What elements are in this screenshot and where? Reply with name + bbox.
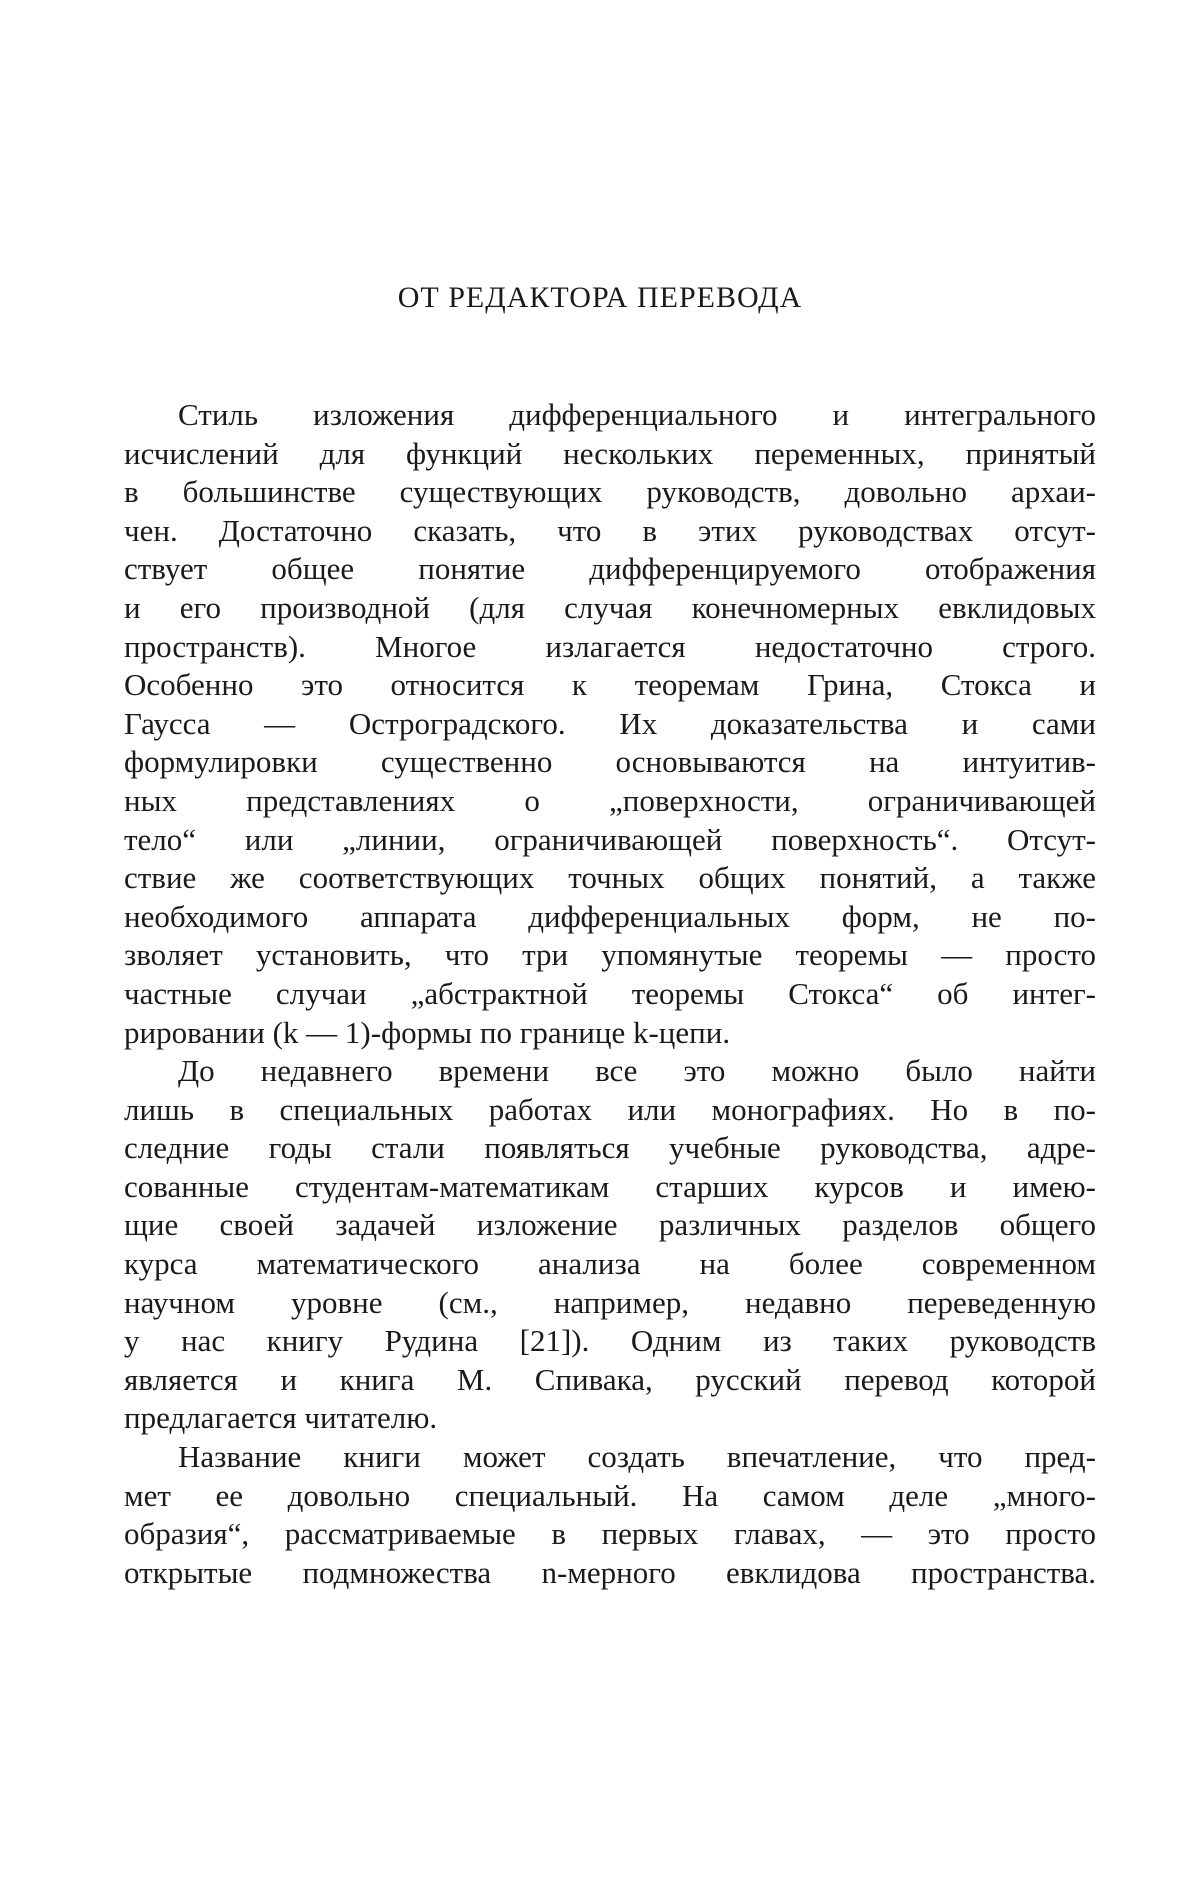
text-line: Название книги может создать впечатление, что пред- bbox=[178, 1439, 1096, 1475]
text-line: ствует общее понятие дифференцируемого отображения bbox=[124, 551, 1096, 587]
text-line: ных представлениях о „поверхности, ограничивающей bbox=[124, 782, 1096, 818]
text-line: лишь в специальных работах или монографиях. Но в по- bbox=[124, 1091, 1096, 1127]
text-line: образия“, рассматриваемые в первых главах, — это просто bbox=[124, 1516, 1096, 1552]
paragraph-2 bbox=[124, 1052, 1096, 1438]
text-line: До недавнего времени все это можно было найти bbox=[178, 1053, 1096, 1089]
text-line: формулировки существенно основываются на интуитив- bbox=[124, 744, 1096, 780]
text-line: мет ее довольно специальный. На самом деле „много- bbox=[124, 1477, 1096, 1513]
text-line: курса математического анализа на более современном bbox=[124, 1246, 1096, 1282]
text-line: является и книга М. Спивака, русский перевод которой bbox=[124, 1361, 1096, 1397]
text-line: Особенно это относится к теоремам Грина, Стокса и bbox=[124, 667, 1096, 703]
text-line: тело“ или „линии, ограничивающей поверхность“. Отсут- bbox=[124, 821, 1096, 857]
text-line: зволяет установить, что три упомянутые теоремы — просто bbox=[124, 937, 1096, 973]
text-line: чен. Достаточно сказать, что в этих руководствах отсут- bbox=[124, 512, 1096, 548]
text-line: пространств). Многое излагается недостаточно строго. bbox=[124, 628, 1096, 664]
text-line: ствие же соответствующих точных общих понятий, а также bbox=[124, 860, 1096, 896]
text-line: исчислений для функций нескольких переменных, принятый bbox=[124, 435, 1096, 471]
text-line: Стиль изложения дифференциального и интегрального bbox=[178, 397, 1096, 432]
text-line: у нас книгу Рудина [21]). Одним из таких руководств bbox=[124, 1323, 1096, 1359]
text-line: следние годы стали появляться учебные руководства, адре- bbox=[124, 1130, 1096, 1166]
text-line: и его производной (для случая конечномерных евклидовых bbox=[124, 589, 1096, 625]
paragraph-1 bbox=[124, 396, 1096, 1052]
text-line: в большинстве существующих руководств, довольно архаи- bbox=[124, 474, 1096, 510]
text-line: частные случаи „абстрактной теоремы Стокса“ об интег- bbox=[124, 975, 1096, 1011]
text-line: необходимого аппарата дифференциальных форм, не по- bbox=[124, 898, 1096, 934]
text-line: предлагается читателю. bbox=[124, 1400, 438, 1436]
text-line: открытые подмножества n-мерного евклидова пространства. bbox=[124, 1554, 1096, 1590]
text-line: щие своей задачей изложение различных разделов общего bbox=[124, 1207, 1096, 1243]
text-line: рировании (k — 1)-формы по границе k-цепи. bbox=[124, 1014, 731, 1050]
text-line: Гаусса — Остроградского. Их доказательства и сами bbox=[124, 705, 1096, 741]
body-text bbox=[124, 396, 1096, 1592]
text-line: сованные студентам-математикам старших курсов и имею- bbox=[124, 1168, 1096, 1204]
page-title: ОТ РЕДАКТОРА ПЕРЕВОДА bbox=[397, 281, 803, 314]
text-line: научном уровне (см., например, недавно переведенную bbox=[124, 1284, 1096, 1320]
paragraph-3 bbox=[124, 1438, 1096, 1592]
